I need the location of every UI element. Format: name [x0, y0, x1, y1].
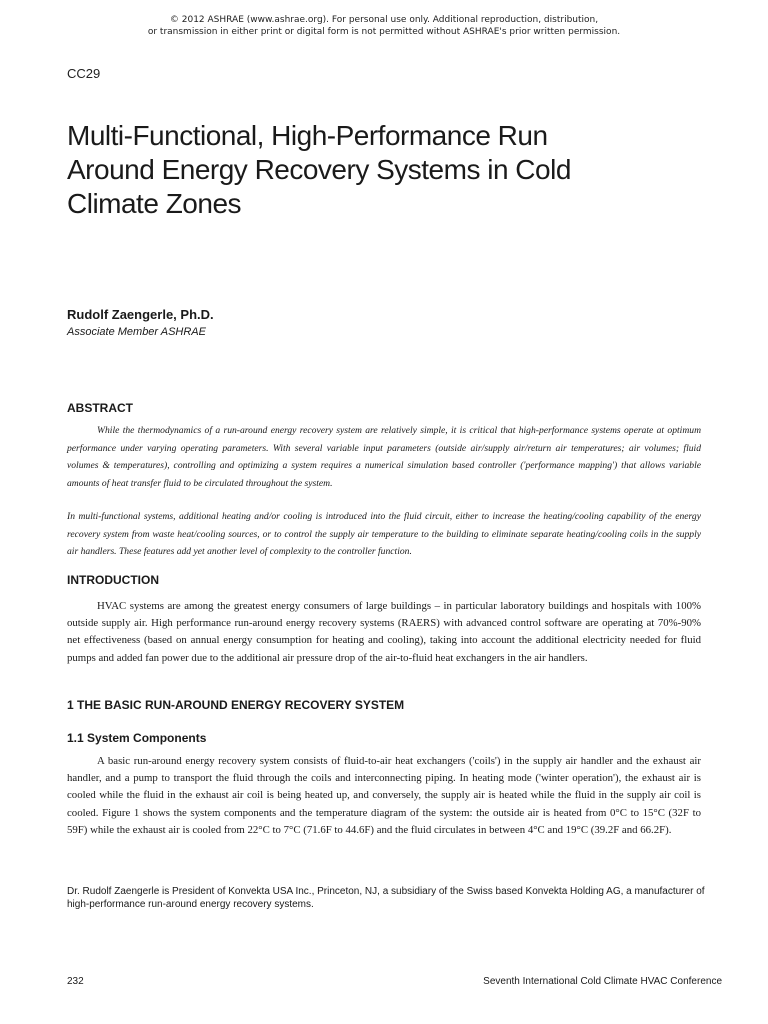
introduction-heading: INTRODUCTION — [67, 573, 159, 587]
section-1-heading: 1 THE BASIC RUN-AROUND ENERGY RECOVERY SYSTEM — [67, 698, 405, 712]
title-line-2: Around Energy Recovery Systems in Cold — [67, 154, 571, 185]
introduction-paragraph: HVAC systems are among the greatest energy consumers of large buildings – in particular laboratory buildings and hospitals with 100% outside supply air. High performance run-around energy recovery systems (RAERS) with advanced control software are operating at 70%-90% net effectiveness (based on annual energy consumption for heating and cooling), taking into account the additional electricity needed for fluid pumps and added fan power due to the additional air pressure drop of the air-to-fluid heat exchangers in the air handlers. — [67, 600, 701, 664]
title-line-3: Climate Zones — [67, 188, 242, 219]
conference-name: Seventh International Cold Climate HVAC Conference — [483, 976, 722, 987]
author-footnote: Dr. Rudolf Zaengerle is President of Konvekta USA Inc., Princeton, NJ, a subsidiary of the Swiss based Konvekta Holding AG, a manufacturer of high-performance run-around energy recovery systems. — [67, 886, 705, 910]
copyright-line-1: © 2012 ASHRAE (www.ashrae.org). For personal use only. Additional reproduction, distribution, — [169, 15, 599, 25]
abstract-heading: ABSTRACT — [67, 401, 133, 415]
paper-code: CC29 — [67, 66, 101, 81]
section-1-1-heading: 1.1 System Components — [67, 731, 207, 745]
abstract-paragraph-2: In multi-functional systems, additional heating and/or cooling is introduced into the fluid circuit, either to increase the heating/cooling capability of the energy recovery system from waste heat/cooling sources, or to control the supply air temperature to the building to eliminate separate heating/cooling coils in the supply air handlers. These features add yet another level of complexity to the controller function. — [67, 511, 701, 557]
system-components-paragraph: A basic run-around energy recovery system consists of fluid-to-air heat exchangers ('coils') in the supply air handler and the exhaust air handler, and a pump to transport the fluid through the coils and interconnecting piping. In heating mode ('winter operation'), the exhaust air is cooled while the fluid in the exhaust air coil is being heated up, and conversely, the supply air is heated while the fluid in the supply air coil is cooled. Figure 1 shows the system components and the temperature diagram of the system: the outside air is heated from 0°C to 15°C (32F to 59F) while the exhaust air is cooled from 22°C to 7°C (71.6F to 44.6F) and the fluid circulates in between 4°C and 19°C (39.2F and 66.2F). — [67, 755, 701, 836]
author-name: Rudolf Zaengerle, Ph.D. — [67, 307, 214, 322]
title-line-1: Multi-Functional, High-Performance Run — [67, 120, 548, 151]
copyright-line-2: or transmission in either print or digital form is not permitted without ASHRAE's prior written permission. — [147, 27, 621, 37]
copyright-notice — [0, 14, 768, 38]
paper-title — [67, 119, 727, 221]
page-number: 232 — [67, 976, 84, 987]
abstract-paragraph-1: While the thermodynamics of a run-around energy recovery system are relatively simple, it is critical that high-performance systems operate at optimum performance under varying operating parameters. With several variable input parameters (outside air/supply air/return air temperatures; air volumes; fluid volumes & temperatures), controlling and optimizing a system requires a numerical simulation based controller ('performance mapping') that allows variable amounts of heat transfer fluid to be circulated throughout the system. — [67, 425, 701, 489]
author-affiliation: Associate Member ASHRAE — [67, 326, 206, 338]
